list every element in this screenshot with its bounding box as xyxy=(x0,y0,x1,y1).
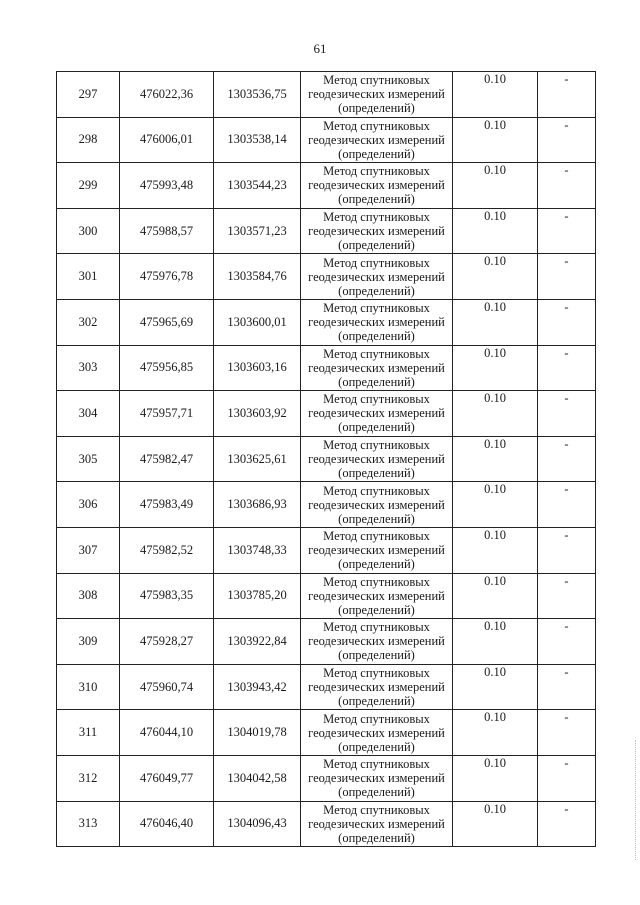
method-cell xyxy=(301,527,453,573)
point-number-cell: 298 xyxy=(57,117,120,163)
point-number-cell: 301 xyxy=(57,254,120,300)
accuracy-cell: 0.10 xyxy=(453,482,538,528)
y-coordinate-cell: 1303571,23 xyxy=(214,208,301,254)
y-coordinate-cell: 1303538,14 xyxy=(214,117,301,163)
page-number: 61 xyxy=(313,41,327,56)
method-text-line: геодезических измерений xyxy=(308,406,445,421)
x-coordinate-cell: 476022,36 xyxy=(120,72,214,118)
method-cell xyxy=(301,254,453,300)
method-text-line: Метод спутниковых xyxy=(323,210,430,225)
method-text-line: (определений) xyxy=(338,238,415,253)
method-text-line: геодезических измерений xyxy=(308,224,445,239)
point-number-cell: 313 xyxy=(57,801,120,847)
method-cell xyxy=(301,117,453,163)
note-cell: - xyxy=(538,163,596,209)
table-row xyxy=(57,72,596,118)
point-number-cell: 303 xyxy=(57,345,120,391)
point-number-cell: 304 xyxy=(57,391,120,437)
table-row xyxy=(57,299,596,345)
method-cell xyxy=(301,573,453,619)
accuracy-cell: 0.10 xyxy=(453,72,538,118)
x-coordinate-cell: 476006,01 xyxy=(120,117,214,163)
method-text-line: (определений) xyxy=(338,192,415,207)
x-coordinate-cell: 475993,48 xyxy=(120,163,214,209)
note-cell: - xyxy=(538,710,596,756)
table-row xyxy=(57,163,596,209)
accuracy-cell: 0.10 xyxy=(453,299,538,345)
table-row xyxy=(57,117,596,163)
accuracy-cell: 0.10 xyxy=(453,755,538,801)
table-row xyxy=(57,801,596,847)
accuracy-cell: 0.10 xyxy=(453,619,538,665)
method-text-line: геодезических измерений xyxy=(308,315,445,330)
method-cell xyxy=(301,72,453,118)
point-number-cell: 312 xyxy=(57,755,120,801)
method-text-line: (определений) xyxy=(338,101,415,116)
method-text-line: (определений) xyxy=(338,374,415,389)
method-text-line: (определений) xyxy=(338,785,415,800)
method-cell xyxy=(301,801,453,847)
method-text-line: Метод спутниковых xyxy=(323,164,430,179)
method-text-line: геодезических измерений xyxy=(308,771,445,786)
method-text-line: геодезических измерений xyxy=(308,497,445,512)
x-coordinate-cell: 475960,74 xyxy=(120,664,214,710)
x-coordinate-cell: 475982,52 xyxy=(120,527,214,573)
method-text-line: Метод спутниковых xyxy=(323,802,430,817)
note-cell: - xyxy=(538,345,596,391)
accuracy-cell: 0.10 xyxy=(453,527,538,573)
point-number-cell: 297 xyxy=(57,72,120,118)
method-text-line: (определений) xyxy=(338,648,415,663)
table-row xyxy=(57,208,596,254)
method-text-line: (определений) xyxy=(338,739,415,754)
point-number-cell: 310 xyxy=(57,664,120,710)
x-coordinate-cell: 475983,49 xyxy=(120,482,214,528)
method-text-line: Метод спутниковых xyxy=(323,483,430,498)
method-text-line: Метод спутниковых xyxy=(323,255,430,270)
accuracy-cell: 0.10 xyxy=(453,391,538,437)
y-coordinate-cell: 1303686,93 xyxy=(214,482,301,528)
method-text-line: геодезических измерений xyxy=(308,634,445,649)
method-text-line: (определений) xyxy=(338,830,415,845)
method-text-line: Метод спутниковых xyxy=(323,392,430,407)
method-text-line: (определений) xyxy=(338,602,415,617)
method-text-line: геодезических измерений xyxy=(308,452,445,467)
method-text-line: Метод спутниковых xyxy=(323,346,430,361)
table-row xyxy=(57,710,596,756)
point-number-cell: 302 xyxy=(57,299,120,345)
method-text-line: Метод спутниковых xyxy=(323,118,430,133)
method-cell xyxy=(301,163,453,209)
y-coordinate-cell: 1303603,16 xyxy=(214,345,301,391)
table-row xyxy=(57,573,596,619)
method-cell xyxy=(301,755,453,801)
table-row xyxy=(57,482,596,528)
method-text-line: (определений) xyxy=(338,420,415,435)
method-text-line: геодезических измерений xyxy=(308,588,445,603)
y-coordinate-cell: 1304019,78 xyxy=(214,710,301,756)
note-cell: - xyxy=(538,755,596,801)
y-coordinate-cell: 1303600,01 xyxy=(214,299,301,345)
y-coordinate-cell: 1303748,33 xyxy=(214,527,301,573)
note-cell: - xyxy=(538,299,596,345)
method-text-line: (определений) xyxy=(338,557,415,572)
method-cell xyxy=(301,710,453,756)
accuracy-cell: 0.10 xyxy=(453,345,538,391)
note-cell: - xyxy=(538,482,596,528)
x-coordinate-cell: 476044,10 xyxy=(120,710,214,756)
y-coordinate-cell: 1303603,92 xyxy=(214,391,301,437)
table-row xyxy=(57,254,596,300)
method-text-line: геодезических измерений xyxy=(308,816,445,831)
note-cell: - xyxy=(538,391,596,437)
note-cell: - xyxy=(538,664,596,710)
point-number-cell: 311 xyxy=(57,710,120,756)
y-coordinate-cell: 1303544,23 xyxy=(214,163,301,209)
method-cell xyxy=(301,391,453,437)
method-text-line: (определений) xyxy=(338,329,415,344)
method-text-line: геодезических измерений xyxy=(308,360,445,375)
method-text-line: Метод спутниковых xyxy=(323,757,430,772)
method-text-line: геодезических измерений xyxy=(308,543,445,558)
y-coordinate-cell: 1303785,20 xyxy=(214,573,301,619)
note-cell: - xyxy=(538,619,596,665)
x-coordinate-cell: 475956,85 xyxy=(120,345,214,391)
method-text-line: Метод спутниковых xyxy=(323,438,430,453)
method-text-line: Метод спутниковых xyxy=(323,666,430,681)
method-cell xyxy=(301,482,453,528)
note-cell: - xyxy=(538,208,596,254)
coordinates-table xyxy=(56,71,596,847)
method-cell xyxy=(301,208,453,254)
method-cell xyxy=(301,664,453,710)
accuracy-cell: 0.10 xyxy=(453,801,538,847)
scan-edge-mark xyxy=(635,740,637,860)
accuracy-cell: 0.10 xyxy=(453,664,538,710)
method-cell xyxy=(301,436,453,482)
point-number-cell: 299 xyxy=(57,163,120,209)
accuracy-cell: 0.10 xyxy=(453,117,538,163)
x-coordinate-cell: 475928,27 xyxy=(120,619,214,665)
method-text-line: геодезических измерений xyxy=(308,725,445,740)
note-cell: - xyxy=(538,117,596,163)
method-text-line: геодезических измерений xyxy=(308,680,445,695)
accuracy-cell: 0.10 xyxy=(453,710,538,756)
x-coordinate-cell: 475988,57 xyxy=(120,208,214,254)
method-text-line: (определений) xyxy=(338,694,415,709)
x-coordinate-cell: 475982,47 xyxy=(120,436,214,482)
method-cell xyxy=(301,299,453,345)
x-coordinate-cell: 475965,69 xyxy=(120,299,214,345)
point-number-cell: 306 xyxy=(57,482,120,528)
method-text-line: (определений) xyxy=(338,466,415,481)
accuracy-cell: 0.10 xyxy=(453,208,538,254)
accuracy-cell: 0.10 xyxy=(453,436,538,482)
method-text-line: геодезических измерений xyxy=(308,132,445,147)
point-number-cell: 307 xyxy=(57,527,120,573)
method-cell xyxy=(301,619,453,665)
table-row xyxy=(57,391,596,437)
note-cell: - xyxy=(538,72,596,118)
x-coordinate-cell: 475976,78 xyxy=(120,254,214,300)
method-text-line: Метод спутниковых xyxy=(323,574,430,589)
method-cell xyxy=(301,345,453,391)
y-coordinate-cell: 1304042,58 xyxy=(214,755,301,801)
note-cell: - xyxy=(538,254,596,300)
method-text-line: геодезических измерений xyxy=(308,87,445,102)
method-text-line: Метод спутниковых xyxy=(323,529,430,544)
table-body xyxy=(57,72,596,847)
method-text-line: геодезических измерений xyxy=(308,178,445,193)
method-text-line: (определений) xyxy=(338,511,415,526)
x-coordinate-cell: 476046,40 xyxy=(120,801,214,847)
table-row xyxy=(57,436,596,482)
y-coordinate-cell: 1303536,75 xyxy=(214,72,301,118)
accuracy-cell: 0.10 xyxy=(453,254,538,300)
y-coordinate-cell: 1303943,42 xyxy=(214,664,301,710)
point-number-cell: 300 xyxy=(57,208,120,254)
point-number-cell: 309 xyxy=(57,619,120,665)
x-coordinate-cell: 475957,71 xyxy=(120,391,214,437)
method-text-line: (определений) xyxy=(338,146,415,161)
point-number-cell: 305 xyxy=(57,436,120,482)
method-text-line: Метод спутниковых xyxy=(323,711,430,726)
accuracy-cell: 0.10 xyxy=(453,573,538,619)
y-coordinate-cell: 1303625,61 xyxy=(214,436,301,482)
note-cell: - xyxy=(538,436,596,482)
accuracy-cell: 0.10 xyxy=(453,163,538,209)
note-cell: - xyxy=(538,527,596,573)
method-text-line: геодезических измерений xyxy=(308,269,445,284)
note-cell: - xyxy=(538,573,596,619)
x-coordinate-cell: 476049,77 xyxy=(120,755,214,801)
x-coordinate-cell: 475983,35 xyxy=(120,573,214,619)
method-text-line: Метод спутниковых xyxy=(323,301,430,316)
table-row xyxy=(57,345,596,391)
point-number-cell: 308 xyxy=(57,573,120,619)
table-row xyxy=(57,619,596,665)
y-coordinate-cell: 1303922,84 xyxy=(214,619,301,665)
method-text-line: (определений) xyxy=(338,283,415,298)
table-row xyxy=(57,527,596,573)
method-text-line: Метод спутниковых xyxy=(323,73,430,88)
note-cell: - xyxy=(538,801,596,847)
method-text-line: Метод спутниковых xyxy=(323,620,430,635)
table-row xyxy=(57,755,596,801)
table-row xyxy=(57,664,596,710)
y-coordinate-cell: 1304096,43 xyxy=(214,801,301,847)
y-coordinate-cell: 1303584,76 xyxy=(214,254,301,300)
